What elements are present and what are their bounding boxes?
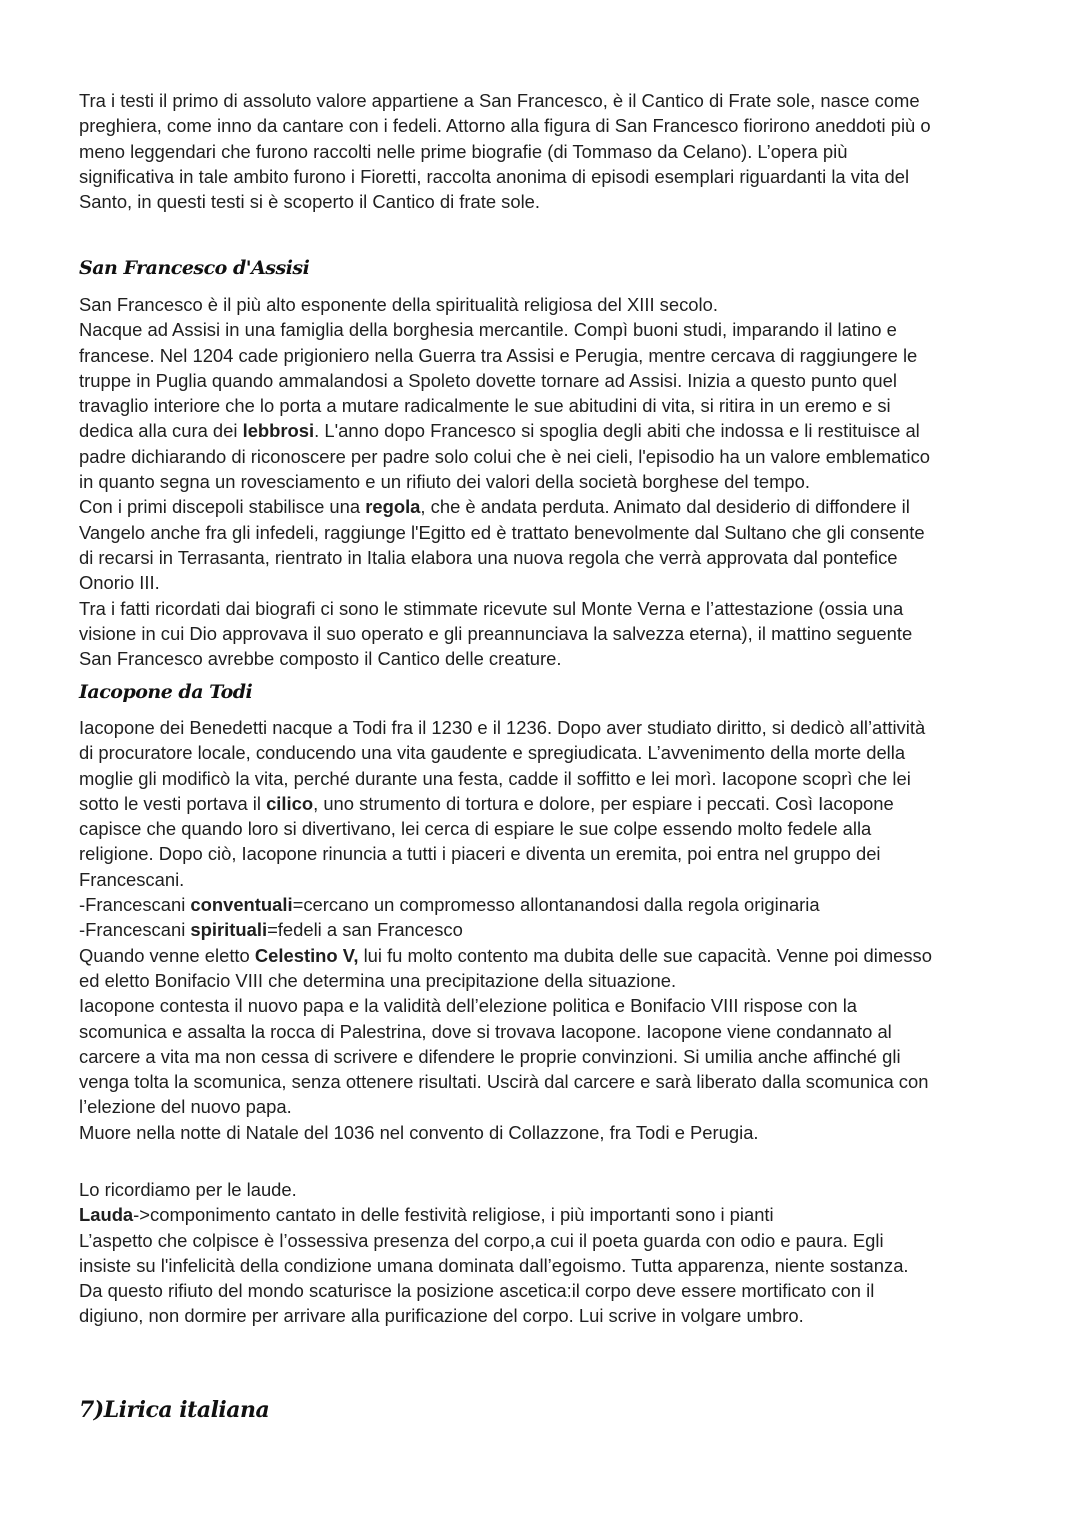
bold-term: Lauda: [79, 1204, 134, 1226]
text-line: San Francesco avrebbe composto il Cantico delle creature.: [79, 648, 562, 670]
bold-term: spirituali: [190, 919, 268, 941]
text-line: [79, 1202, 1039, 1227]
text-line: religione. Dopo ciò, Iacopone rinuncia a tutti i piaceri e diventa un eremita, poi entra nel gruppo dei: [79, 843, 881, 865]
text-line: L’aspetto che colpisce è l’ossessiva presenza del corpo,a cui il poeta guarda con odio e paura. Egli: [79, 1229, 884, 1251]
text-line: Tra i fatti ricordati dai biografi ci sono le stimmate ricevute sul Monte Verna e l’attestazione (ossia una: [79, 597, 904, 619]
text-line: l’elezione del nuovo papa.: [79, 1096, 292, 1118]
text-line: di recarsi in Terrasanta, rientrato in Italia elabora una nuova regola che verrà approvata dal pontefice: [79, 546, 898, 568]
text-segment: =fedeli a san Francesco: [267, 919, 463, 941]
francesco-section: [79, 292, 1039, 671]
text-segment: ->componimento cantato in delle festività religiose, i più importanti sono i pianti: [133, 1204, 774, 1226]
text-line: Vangelo anche fra gli infedeli, raggiunge l'Egitto ed è trattato benevolmente dal Sultano che gli consente: [79, 521, 925, 543]
text-line: truppe in Puglia quando ammalandosi a Spoleto dovette tornare ad Assisi. Inizia a questo punto quel: [79, 369, 897, 391]
text-line: [79, 494, 1039, 519]
text-line: meno leggendari che furono raccolti nelle prime biografie (di Tommaso da Celano). L’opera più: [79, 140, 848, 162]
text-line: in quanto segna un rovesciamento e un rifiuto dei valori della società borghese del tempo.: [79, 471, 810, 493]
iacopone-section: [79, 715, 1039, 1145]
text-line: digiuno, non dormire per arrivare alla purificazione del corpo. Lui scrive in volgare umbro.: [79, 1305, 804, 1327]
text-line: Onorio III.: [79, 572, 160, 594]
text-line: Iacopone contesta il nuovo papa e la validità dell’elezione politica e Bonifacio VIII rispose con la: [79, 995, 858, 1017]
text-line: scomunica e assalta la rocca di Palestrina, dove si trovava Iacopone. Iacopone viene condannato al: [79, 1020, 892, 1042]
heading-iacopone: Iacopone da Todi: [79, 681, 253, 703]
text-line: venga tolta la scomunica, senza ottenere risultati. Uscirà dal carcere e sarà liberato dalla scomunica con: [79, 1071, 929, 1093]
text-line: [79, 892, 1039, 917]
text-line: Iacopone dei Benedetti nacque a Todi fra il 1230 e il 1236. Dopo aver studiato diritto, si dedicò all’attività: [79, 717, 926, 738]
text-line: capisce che quando loro si divertivano, lei cerca di espiare le sue colpe essendo molto fedele alla: [79, 818, 872, 840]
text-line: carcere a vita ma non cessa di scrivere e difendere le proprie convinzioni. Si umilia anche affinché gli: [79, 1045, 901, 1067]
text-segment: dedica alla cura dei: [79, 420, 243, 442]
text-segment: . L'anno dopo Francesco si spoglia degli abiti che indossa e li restituisce al: [314, 420, 920, 442]
text-line: francese. Nel 1204 cade prigioniero nella Guerra tra Assisi e Perugia, mentre cercava di raggiungere le: [79, 344, 918, 366]
text-line: padre dichiarando di riconoscere per padre solo colui che è nei cieli, l'episodio ha un valore emblematico: [79, 445, 930, 467]
text-line: [79, 791, 1039, 816]
text-segment: -Francescani: [79, 894, 191, 916]
text-line: [79, 418, 1039, 443]
bold-term: cilico: [266, 792, 314, 814]
text-line: Santo, in questi testi si è scoperto il Cantico di frate sole.: [79, 191, 541, 213]
text-segment: -Francescani: [79, 919, 191, 941]
text-line: Tra i testi il primo di assoluto valore appartiene a San Francesco, è il Cantico di Frate sole, nasce come: [79, 90, 920, 111]
text-line: [79, 943, 1039, 968]
text-segment: Con i primi discepoli stabilisce una: [79, 496, 366, 518]
bold-term: conventuali: [190, 894, 293, 916]
text-segment: , che è andata perduta. Animato dal desiderio di diffondere il: [420, 496, 910, 518]
heading-san-francesco: San Francesco d'Assisi: [79, 257, 310, 279]
text-line: visione in cui Dio approvava il suo operato e gli preannunciava la salvezza eterna), il mattino seguente: [79, 622, 913, 644]
bold-term: regola: [365, 496, 421, 518]
text-line: Muore nella notte di Natale del 1036 nel convento di Collazzone, fra Todi e Perugia.: [79, 1121, 759, 1143]
laude-section: [79, 1177, 1039, 1329]
text-line: Da questo rifiuto del mondo scaturisce la posizione ascetica:il corpo deve essere mortificato con il: [79, 1280, 875, 1302]
text-line: ed eletto Bonifacio VIII che determina una precipitazione della situazione.: [79, 969, 677, 991]
text-line: insiste su l'infelicità della condizione umana dominata dall’egoismo. Tutta apparenza, niente sostanza.: [79, 1254, 909, 1276]
text-segment: lui fu molto contento ma dubita delle sue capacità. Venne poi dimesso: [358, 944, 932, 966]
text-line: Lo ricordiamo per le laude.: [79, 1179, 297, 1200]
bold-term: Celestino V,: [254, 944, 359, 966]
text-line: moglie gli modificò la vita, perché durante una festa, cadde il soffitto e lei morì. Iacopone scoprì che lei: [79, 767, 911, 789]
bold-term: lebbrosi: [242, 420, 315, 442]
text-segment: Quando venne eletto: [79, 944, 255, 966]
text-line: travaglio interiore che lo porta a mutare radicalmente le sue abitudini di vita, si ritira in un eremo e si: [79, 395, 891, 417]
intro-paragraph: [79, 88, 1039, 214]
text-segment: , uno strumento di tortura e dolore, per espiare i peccati. Così Iacopone: [313, 792, 894, 814]
text-line: Nacque ad Assisi in una famiglia della borghesia mercantile. Compì buoni studi, imparando il latino e: [79, 319, 897, 341]
text-line: [79, 917, 1039, 942]
text-segment: sotto le vesti portava il: [79, 792, 267, 814]
text-segment: =cercano un compromesso allontanandosi dalla regola originaria: [292, 894, 820, 916]
text-line: di procuratore locale, conducendo una vita gaudente e spregiudicata. L’avvenimento della morte della: [79, 742, 906, 764]
text-line: Francescani.: [79, 868, 185, 890]
text-line: San Francesco è il più alto esponente della spiritualità religiosa del XIII secolo.: [79, 294, 718, 315]
text-line: preghiera, come inno da cantare con i fedeli. Attorno alla figura di San Francesco fiorirono aneddoti più o: [79, 115, 931, 137]
heading-lirica-italiana: 7)Lirica italiana: [79, 1397, 270, 1423]
text-line: significativa in tale ambito furono i Fioretti, raccolta anonima di episodi esemplari riguardanti la vita del: [79, 165, 910, 187]
